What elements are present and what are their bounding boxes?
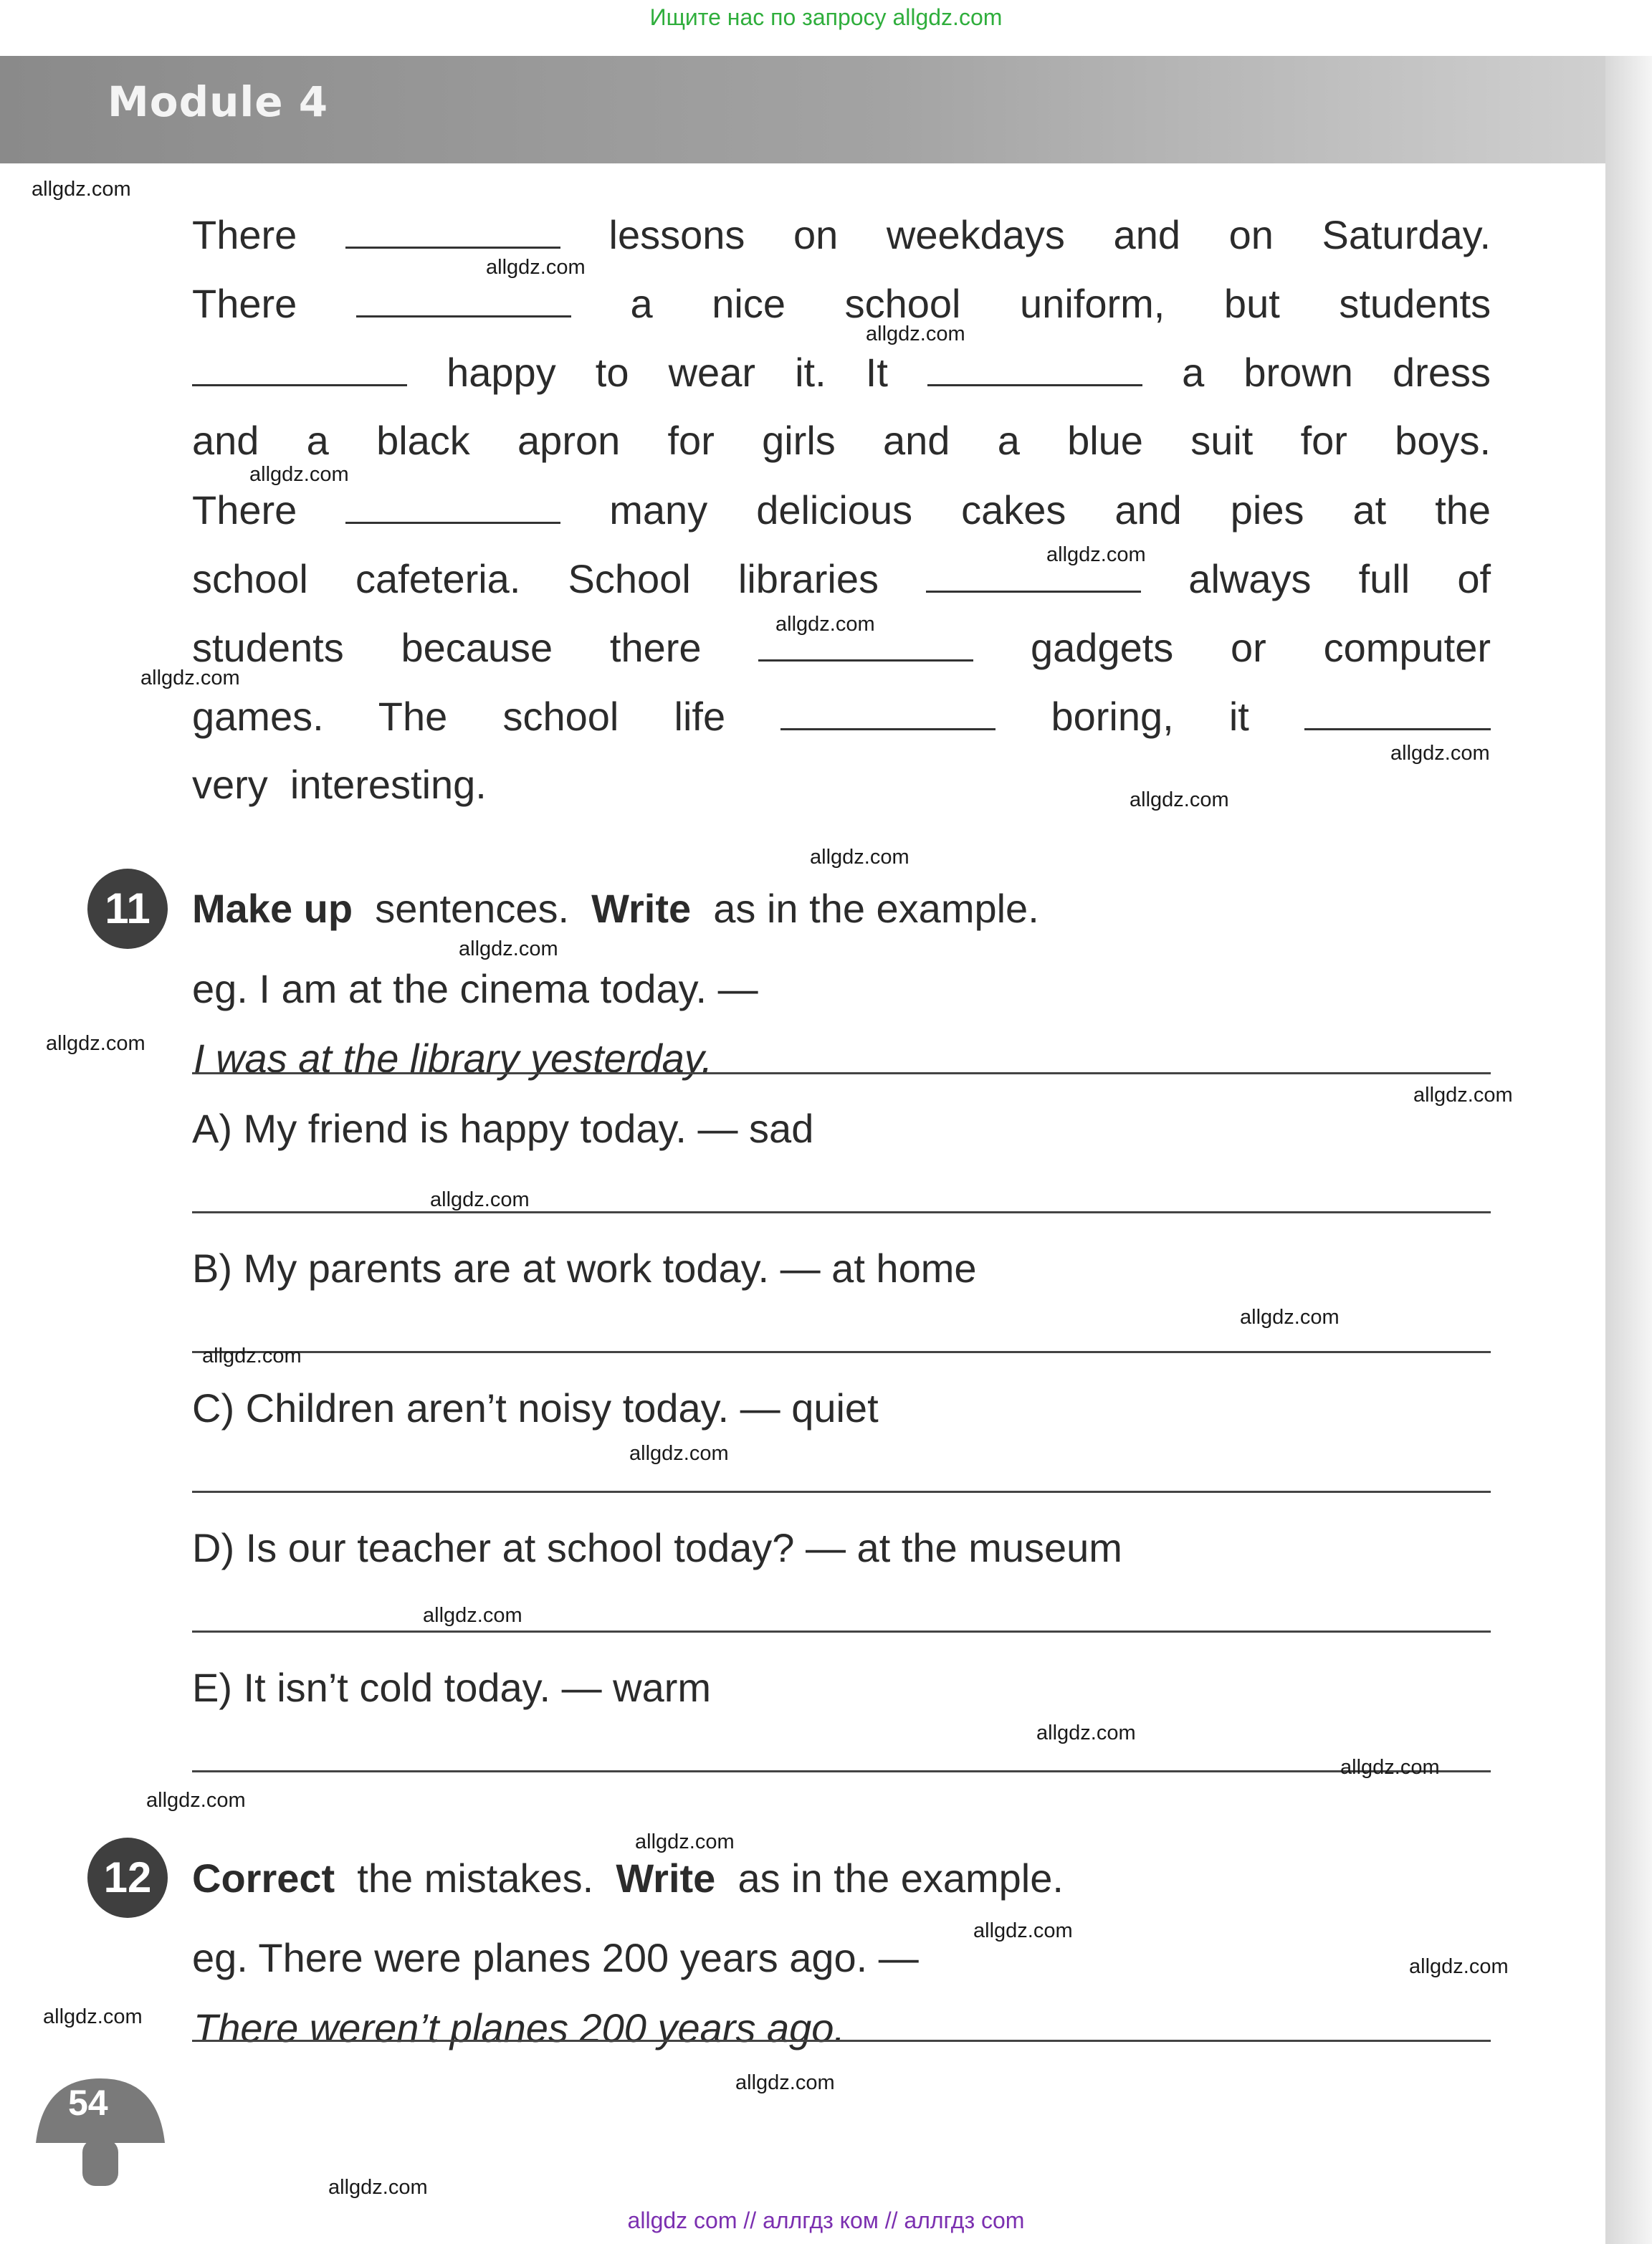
watermark[interactable]: allgdz.com [1390, 742, 1490, 765]
watermark[interactable]: allgdz.com [810, 846, 909, 869]
watermark[interactable]: allgdz.com [328, 2176, 428, 2199]
task11-item-c: C) Children aren’t noisy today. — quiet [192, 1385, 879, 1431]
paragraph-line-2: There a nice school uniform, but students [192, 278, 1491, 329]
watermark[interactable]: allgdz.com [486, 256, 586, 279]
task12-example-answer: There weren’t planes 200 years ago. [194, 2005, 845, 2050]
watermark[interactable]: allgdz.com [43, 2005, 143, 2028]
task-number-badge: 12 [87, 1838, 168, 1918]
watermark[interactable]: allgdz.com [973, 1919, 1073, 1942]
answer-line-a[interactable] [192, 1211, 1491, 1213]
paragraph-line-9: very interesting. [192, 762, 487, 807]
answer-line [192, 2040, 1491, 2042]
top-banner[interactable]: Ищите нас по запросу allgdz.com [649, 4, 1003, 30]
watermark[interactable]: allgdz.com [423, 1604, 522, 1627]
watermark[interactable]: allgdz.com [1240, 1306, 1340, 1329]
paragraph-line-7: students because there gadgets or computer [192, 622, 1491, 673]
paragraph-line-4: and a black apron for girls and a blue suit for boys. [192, 418, 1491, 463]
blank-field[interactable] [192, 347, 407, 386]
task-number-badge: 11 [87, 869, 168, 949]
blank-field[interactable] [356, 278, 571, 317]
task12-instruction: Correct the mistakes. Write as in the example. [192, 1856, 1064, 1901]
answer-line [192, 1072, 1491, 1074]
watermark[interactable]: allgdz.com [1046, 543, 1146, 566]
paragraph-line-5: There many delicious cakes and pies at the [192, 484, 1491, 535]
watermark[interactable]: allgdz.com [635, 1830, 735, 1853]
task11-example: eg. I am at the cinema today. — [192, 966, 758, 1011]
watermark[interactable]: allgdz.com [866, 323, 965, 345]
answer-line-d[interactable] [192, 1631, 1491, 1633]
paragraph-line-6: school cafeteria. School libraries always full of [192, 553, 1491, 604]
blank-field[interactable] [1304, 691, 1491, 730]
page-edge-shadow [1605, 56, 1652, 2244]
watermark[interactable]: allgdz.com [430, 1188, 530, 1211]
blank-field[interactable] [780, 691, 996, 730]
task11-item-e: E) It isn’t cold today. — warm [192, 1665, 712, 1710]
watermark[interactable]: allgdz.com [735, 2071, 835, 2094]
task11-example-answer: I was at the library yesterday. [194, 1036, 713, 1081]
watermark[interactable]: allgdz.com [249, 463, 349, 486]
answer-line-b[interactable] [192, 1351, 1491, 1353]
watermark[interactable]: allgdz.com [32, 178, 131, 201]
task11-item-a: A) My friend is happy today. — sad [192, 1106, 814, 1151]
watermark[interactable]: allgdz.com [1340, 1756, 1440, 1779]
watermark[interactable]: allgdz.com [1130, 788, 1229, 811]
watermark[interactable]: allgdz.com [202, 1345, 302, 1367]
task11-item-b: B) My parents are at work today. — at home [192, 1246, 977, 1291]
watermark[interactable]: allgdz.com [459, 937, 558, 960]
page-number: 54 [68, 2083, 108, 2123]
task12-example: eg. There were planes 200 years ago. — [192, 1935, 919, 1980]
paragraph-line-1: There lessons on weekdays and on Saturday. [192, 209, 1491, 260]
paragraph-line-3: happy to wear it. It a brown dress [192, 347, 1491, 398]
watermark[interactable]: allgdz.com [46, 1032, 145, 1055]
module-title: Module 4 [108, 77, 329, 126]
blank-field[interactable] [345, 484, 560, 524]
watermark[interactable]: allgdz.com [1036, 1722, 1136, 1744]
paragraph-line-8: games. The school life boring, it [192, 691, 1491, 742]
watermark[interactable]: allgdz.com [146, 1789, 246, 1812]
watermark[interactable]: allgdz.com [1409, 1955, 1509, 1978]
footer-links[interactable]: allgdz com // аллгдз ком // аллгдз com [627, 2207, 1025, 2233]
task11-item-d: D) Is our teacher at school today? — at the museum [192, 1525, 1122, 1570]
answer-line-e[interactable] [192, 1770, 1491, 1772]
watermark[interactable]: allgdz.com [140, 667, 240, 689]
task11-instruction: Make up sentences. Write as in the example. [192, 886, 1039, 931]
blank-field[interactable] [927, 347, 1142, 386]
watermark[interactable]: allgdz.com [775, 613, 875, 636]
watermark[interactable]: allgdz.com [629, 1442, 729, 1465]
answer-line-c[interactable] [192, 1491, 1491, 1493]
watermark[interactable]: allgdz.com [1413, 1084, 1513, 1107]
blank-field[interactable] [345, 209, 560, 249]
